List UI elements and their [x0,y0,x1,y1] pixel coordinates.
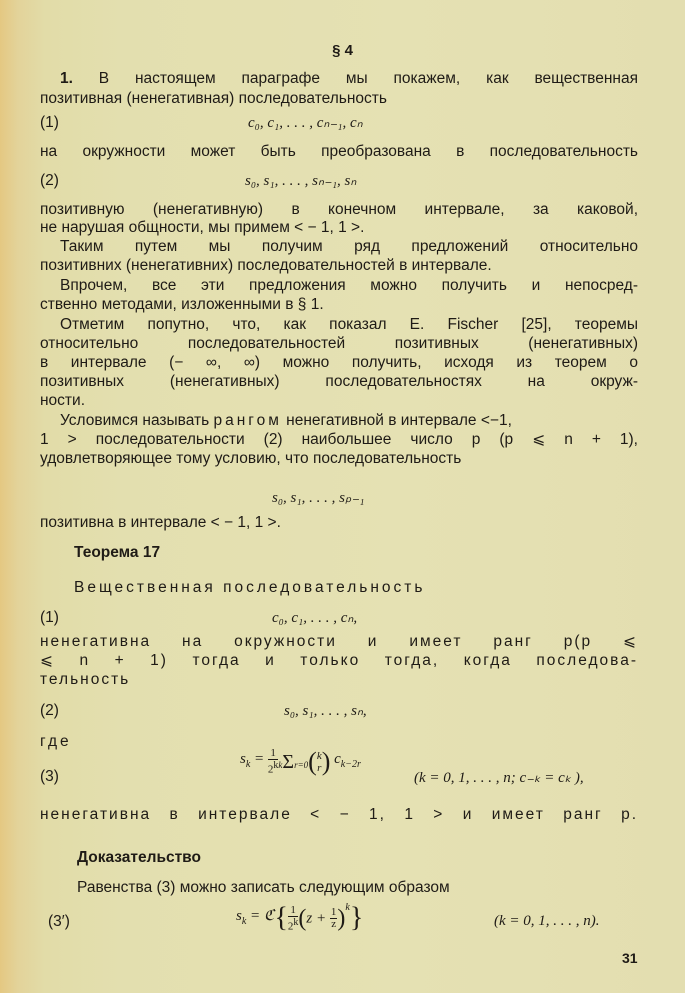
theorem-equation-label-3: (3) [40,768,59,785]
theorem-formula-c: c₀, c₁, . . . , cₙ, [272,610,358,626]
paragraph-4-line-2: позитивних (ненегативних) последовательностей в интервале. [40,257,492,274]
paragraph-1-line-1: 1. В настоящем параграфе мы покажем, как вещественная [60,70,638,87]
theorem-body-line-3: тельность [40,671,131,688]
paragraph-8-line: позитивна в интервале < − 1, 1 >. [40,514,281,531]
paragraph-3-line-1: позитивную (ненегативную) в конечном интервале, за каковой, [40,201,638,218]
paragraph-7-line-2: 1 > последовательности (2) наибольшее число p (p ⩽ n + 1), [40,431,638,448]
paragraph-6-line-1: Отметим попутно, что, как показал E. Fischer [25], теоремы [60,316,638,333]
paragraph-5-line-1: Впрочем, все эти предложения можно получить и непосред- [60,277,638,294]
paragraph-5-line-2: ственно методами, изложенными в § 1. [40,296,324,313]
theorem-body-line-2: ⩽ n + 1) тогда и только тогда, когда последова- [40,652,638,669]
formula-sequence-s: s₀, s₁, . . . , sₙ₋₁, sₙ [245,173,357,189]
formula-eq3: $s_k$ = $\frac{1}{2^k}$ kΣr=0( k r ) $c_{k-2r}$ [240,746,361,776]
formula-eq3-prime-condition: (k = 0, 1, . . . , n). [494,913,600,929]
theorem-equation-label-2: (2) [40,702,59,719]
proof-title: Доказательство [77,849,201,866]
paragraph-6-line-5: ности. [40,392,85,409]
theorem-where: где [40,733,72,750]
equation-label-1: (1) [40,114,59,131]
theorem-equation-label-1: (1) [40,609,59,626]
formula-sequence-c: c₀, c₁, . . . , cₙ₋₁, cₙ [248,115,363,131]
paragraph-7-line-3: удовлетворяющее тому условию, что последовательность [40,450,462,467]
paragraph-number: 1. [60,70,73,87]
paragraph-3-line-2: не нарушая общности, мы примем < − 1, 1 >. [40,219,365,236]
paragraph-1-line-2: позитивная (ненегативная) последовательность [40,90,387,107]
paragraph-6-line-2: относительно последовательностей позитивных (ненегативных) [40,335,638,352]
paragraph-4-line-1: Таким путем мы получим ряд предложений относительно [60,238,638,255]
theorem-formula-s: s₀, s₁, . . . , sₙ, [284,703,367,719]
formula-eq3-prime: $s_k$ = ℭ{ $\frac{1}{2^k}$ (z + $\frac{1}{z}$ )$^k$} [236,902,364,934]
proof-equation-label: (3′) [48,913,70,930]
paragraph-6-line-4: позитивных (ненегативных) последовательностях на окруж- [40,373,638,390]
theorem-body-line-1: ненегативна на окружности и имеет ранг p(p ⩽ [40,633,638,650]
paragraph-2-line: на окружности может быть преобразована в последовательность [40,143,638,160]
equation-label-2: (2) [40,172,59,189]
formula-sequence-sp: s₀, s₁, . . . , sₚ₋₁ [272,490,365,506]
theorem-title: Теорема 17 [74,544,161,561]
formula-eq3-condition: (k = 0, 1, . . . , n; c₋ₖ = cₖ ), [414,770,584,786]
term-rank: рангом [213,412,282,429]
page-number: 31 [622,950,638,966]
proof-intro: Равенства (3) можно записать следующим образом [77,879,450,896]
theorem-conclusion: ненегативна в интервале < − 1, 1 > и имеет ранг p. [40,806,638,823]
theorem-intro: Вещественная последовательность [74,579,426,596]
paragraph-6-line-3: в интервале (− ∞, ∞) можно получить, исходя из теорем о [40,354,638,371]
section-heading: § 4 [332,42,353,59]
paragraph-7-line-1: Условимся называть рангом ненегативной в интервале <−1, [60,412,512,429]
